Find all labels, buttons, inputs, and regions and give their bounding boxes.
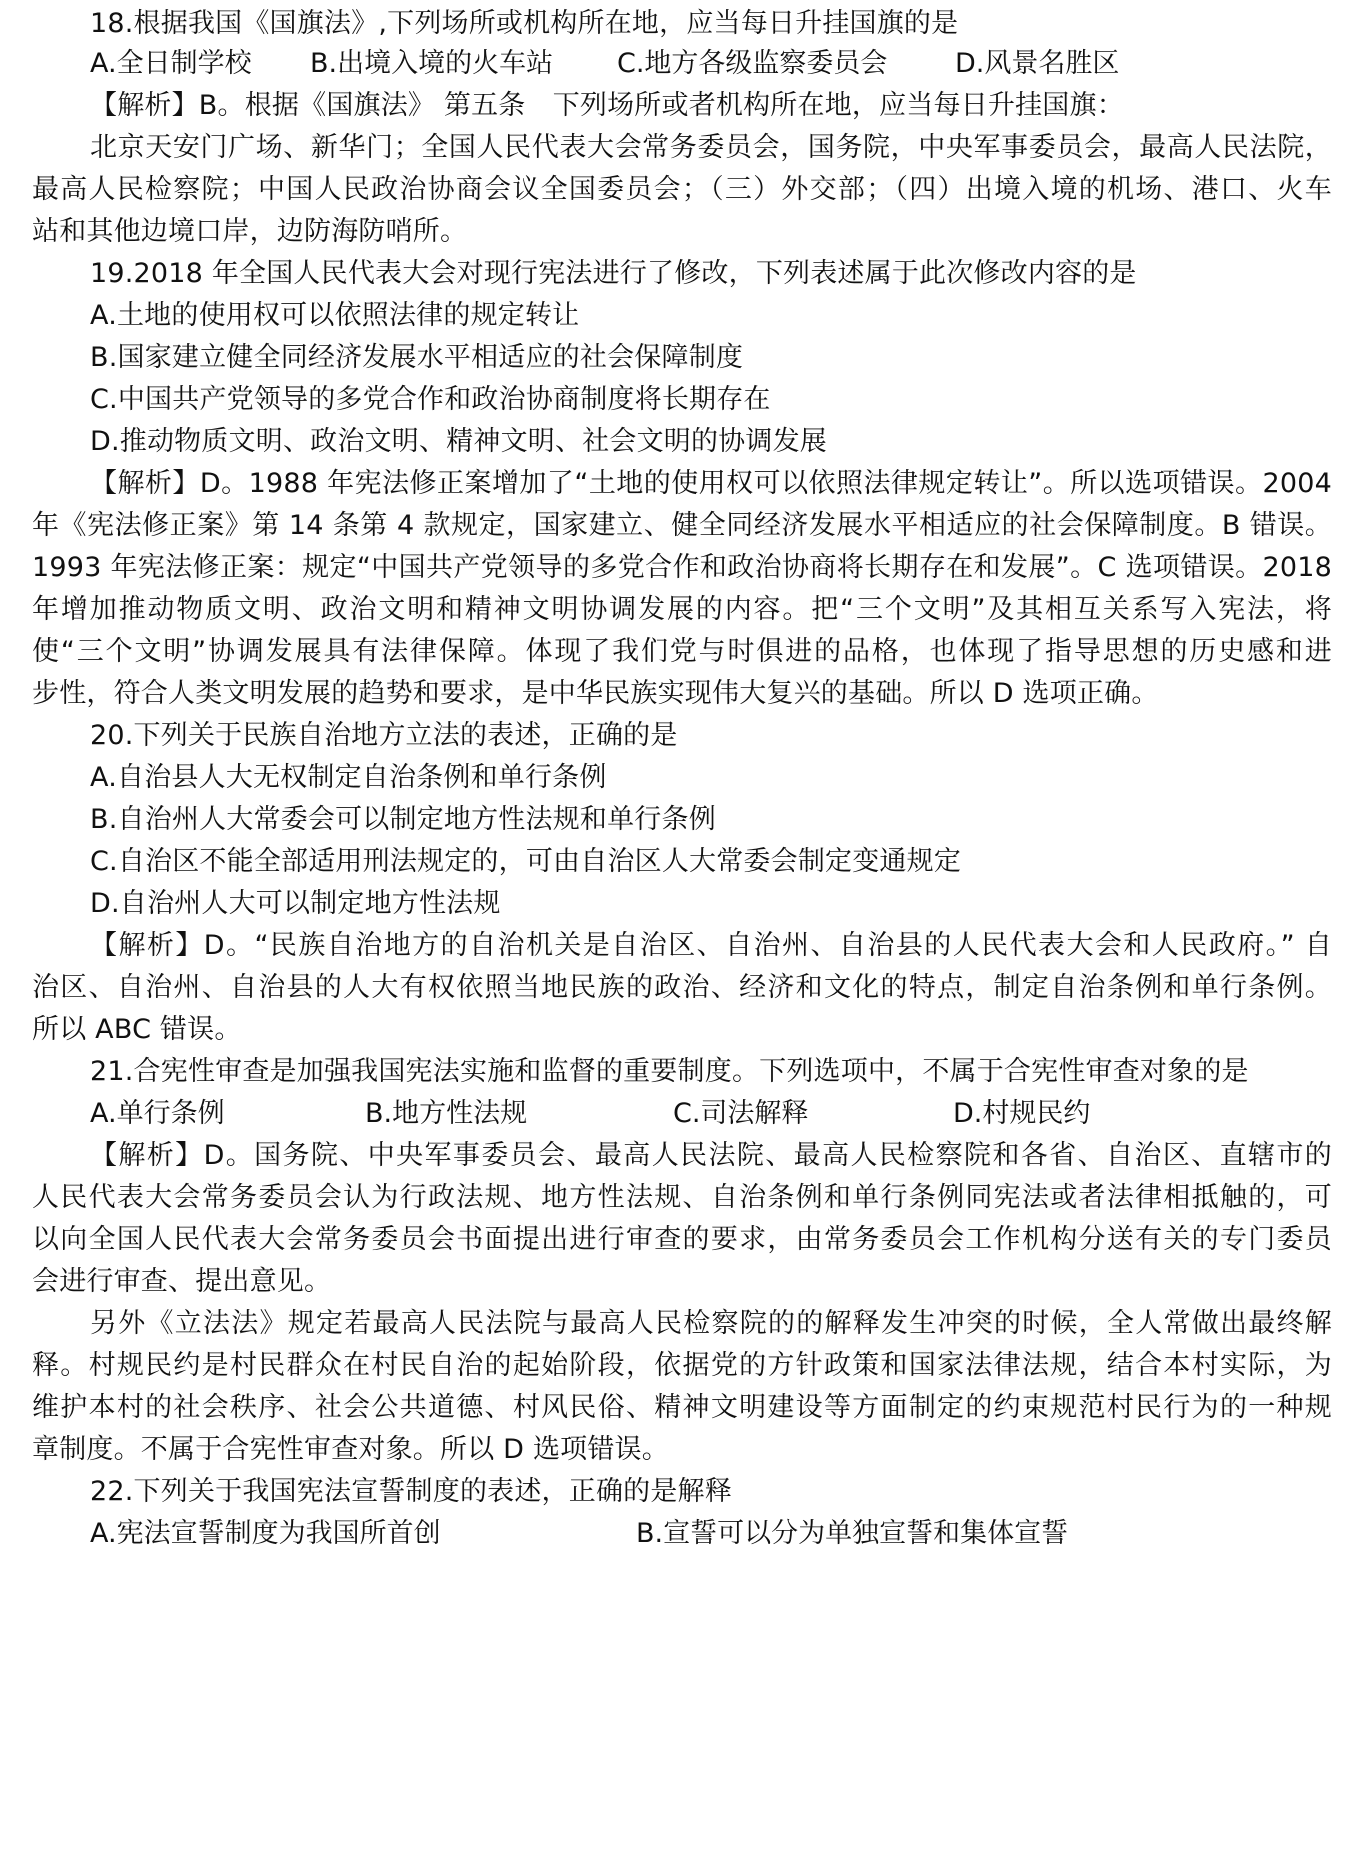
question-19-analysis-line: 步性，符合人类文明发展的趋势和要求，是中华民族实现伟大复兴的基础。所以 D 选项正确。: [32, 678, 1159, 709]
question-18-analysis-line: 最高人民检察院；中国人民政治协商会议全国委员会；（三）外交部；（四）出境入境的机场、港口、火车: [32, 174, 1332, 205]
question-21-analysis2-line: 维护本村的社会秩序、社会公共道德、村风民俗、精神文明建设等方面制定的约束规范村民行为的一种规: [32, 1392, 1332, 1423]
question-20-option-b: B.自治州人大常委会可以制定地方性法规和单行条例: [90, 804, 716, 835]
question-21-analysis2-line: 另外《立法法》规定若最高人民法院与最高人民检察院的的解释发生冲突的时候，全人常做出最终解: [90, 1308, 1332, 1339]
question-19-option-d: D.推动物质文明、政治文明、精神文明、社会文明的协调发展: [90, 426, 827, 457]
question-21-option-d: D.村规民约: [953, 1098, 1091, 1129]
question-21-analysis-line: 【解析】D。国务院、中央军事委员会、最高人民法院、最高人民检察院和各省、自治区、直辖市的: [90, 1140, 1332, 1171]
question-19-analysis-line: 年增加推动物质文明、政治文明和精神文明协调发展的内容。把“三个文明”及其相互关系写入宪法，将: [32, 594, 1332, 625]
question-21-analysis-line: 会进行审查、提出意见。: [32, 1266, 332, 1297]
question-20-analysis-line: 治区、自治州、自治县的人大有权依照当地民族的政治、经济和文化的特点，制定自治条例和单行条例。: [32, 972, 1332, 1003]
question-18-option-b: B.出境入境的火车站: [310, 48, 554, 79]
question-19-analysis-line: 【解析】D。1988 年宪法修正案增加了“土地的使用权可以依照法律规定转让”。所以选项错误。2004: [90, 468, 1332, 499]
question-21-analysis2-line: 释。村规民约是村民群众在村民自治的起始阶段，依据党的方针政策和国家法律法规，结合本村实际，为: [32, 1350, 1332, 1381]
question-19-analysis-line: 年《宪法修正案》第 14 条第 4 款规定，国家建立、健全同经济发展水平相适应的社会保障制度。B 错误。: [32, 510, 1332, 541]
question-18-analysis-line: 北京天安门广场、新华门；全国人民代表大会常务委员会，国务院，中央军事委员会，最高人民法院，: [90, 132, 1332, 163]
question-21-option-b: B.地方性法规: [365, 1098, 528, 1129]
question-21-analysis2-line: 章制度。不属于合宪性审查对象。所以 D 选项错误。: [32, 1434, 669, 1465]
question-18-stem: 18.根据我国《国旗法》,下列场所或机构所在地，应当每日升挂国旗的是: [90, 8, 959, 39]
question-21-analysis-line: 以向全国人民代表大会常务委员会书面提出进行审查的要求，由常务委员会工作机构分送有关的专门委员: [32, 1224, 1332, 1255]
question-20-stem: 20.下列关于民族自治地方立法的表述，正确的是: [90, 720, 678, 751]
question-21-analysis-line: 人民代表大会常务委员会认为行政法规、地方性法规、自治条例和单行条例同宪法或者法律相抵触的，可: [32, 1182, 1332, 1213]
question-21-option-c: C.司法解释: [673, 1098, 809, 1129]
question-19-stem: 19.2018 年全国人民代表大会对现行宪法进行了修改，下列表述属于此次修改内容的是: [90, 258, 1137, 289]
question-22-option-b: B.宣誓可以分为单独宣誓和集体宣誓: [636, 1518, 1069, 1549]
question-19-option-b: B.国家建立健全同经济发展水平相适应的社会保障制度: [90, 342, 744, 373]
question-20-option-a: A.自治县人大无权制定自治条例和单行条例: [90, 762, 607, 793]
question-20-option-c: C.自治区不能全部适用刑法规定的，可由自治区人大常委会制定变通规定: [90, 846, 962, 877]
question-20-analysis-line: 所以 ABC 错误。: [32, 1014, 242, 1045]
question-19-option-a: A.土地的使用权可以依照法律的规定转让: [90, 300, 580, 331]
question-20-option-d: D.自治州人大可以制定地方性法规: [90, 888, 501, 919]
question-20-analysis-line: 【解析】D。“民族自治地方的自治机关是自治区、自治州、自治县的人民代表大会和人民政府。” 自: [90, 930, 1332, 961]
question-18-analysis-line: 站和其他边境口岸，边防海防哨所。: [32, 216, 468, 247]
question-18-option-a: A.全日制学校: [90, 48, 252, 79]
question-19-analysis-line: 1993 年宪法修正案：规定“中国共产党领导的多党合作和政治协商将长期存在和发展”。C 选项错误。2018: [32, 552, 1332, 583]
question-18-analysis-line: 【解析】B。根据《国旗法》 第五条 下列场所或者机构所在地，应当每日升挂国旗：: [90, 90, 1124, 121]
question-18-option-c: C.地方各级监察委员会: [617, 48, 888, 79]
question-21-option-a: A.单行条例: [90, 1098, 225, 1129]
question-19-analysis-line: 使“三个文明”协调发展具有法律保障。体现了我们党与时俱进的品格，也体现了指导思想的历史感和进: [32, 636, 1332, 667]
question-22-option-a: A.宪法宣誓制度为我国所首创: [90, 1518, 441, 1549]
question-18-option-d: D.风景名胜区: [955, 48, 1120, 79]
question-21-stem: 21.合宪性审查是加强我国宪法实施和监督的重要制度。下列选项中，不属于合宪性审查对象的是: [90, 1056, 1249, 1087]
question-22-stem: 22.下列关于我国宪法宣誓制度的表述，正确的是解释: [90, 1476, 732, 1507]
question-19-option-c: C.中国共产党领导的多党合作和政治协商制度将长期存在: [90, 384, 771, 415]
